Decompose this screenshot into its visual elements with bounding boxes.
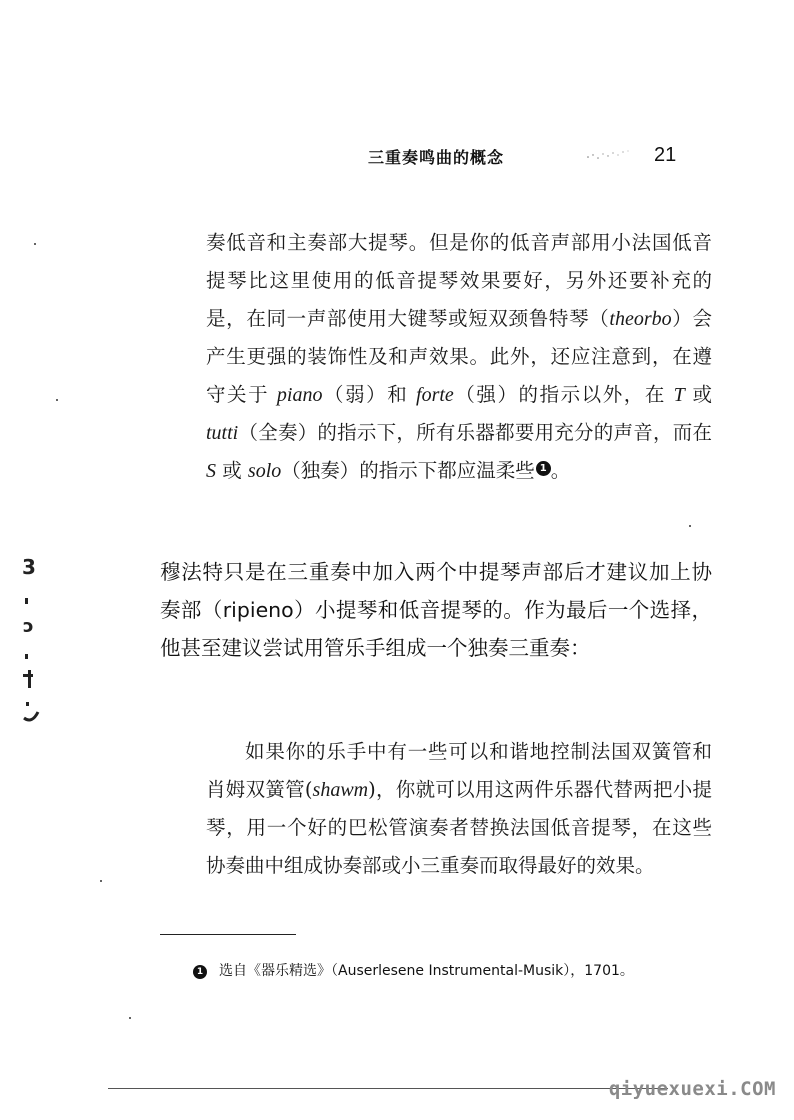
svg-text:ͻ: ͻ (23, 616, 34, 637)
scan-speck (129, 1017, 131, 1019)
scan-speck (34, 243, 36, 245)
footnote-separator (160, 934, 296, 935)
footnote-marker: 1 (193, 965, 207, 979)
scan-speck (689, 525, 691, 527)
block-quote-second: 如果你的乐手中有一些可以和谐地控制法国双簧管和肖姆双簧管(shawm)，你就可以用这两件乐器代替两把小提琴，用一个好的巴松管演奏者替换法国低音提琴，在这些协奏曲中组成协奏部或小三重奏而取得最好的效果。 (206, 740, 713, 877)
footnote-reference-marker[interactable]: 1 (536, 461, 551, 476)
body-paragraph: 穆法特只是在三重奏中加入两个中提琴声部后才建议加上协奏部（ripieno）小提琴和低音提琴的。作为最后一个选择，他甚至建议尝试用管乐手组成一个独奏三重奏： (160, 560, 712, 660)
block-quote-first: 奏低音和主奏部大提琴。但是你的低音声部用小法国低音提琴比这里使用的低音提琴效果要好，另外还要补充的是，在同一声部使用大键琴或短双颈鲁特琴（theorbo）会产生更强的装饰性及和声效果。此外，还应注意到，在遵守关于 piano（弱）和 forte（强）的指示以外，在 T 或 tutti（全奏）的指示下，所有乐器都要用充分的声音，而在 S 或 solo（独奏）的指示下都应温柔些 1 。 (206, 231, 713, 482)
scan-speck (56, 399, 58, 401)
svg-text:3: 3 (22, 555, 36, 579)
footnote (193, 960, 713, 980)
footnote-text: 选自《器乐精选》（Auserlesene Instrumental-Musik），1701。 (219, 963, 634, 979)
watermark: qiyuexuexi.COM (608, 1078, 776, 1100)
scan-specks-decoration (584, 147, 634, 163)
bottom-scan-line (108, 1088, 668, 1089)
running-title: 三重奏鸣曲的概念 (368, 148, 505, 167)
page-number: 21 (654, 144, 677, 166)
scan-speck (100, 880, 102, 882)
scan-margin-marks (20, 552, 46, 732)
